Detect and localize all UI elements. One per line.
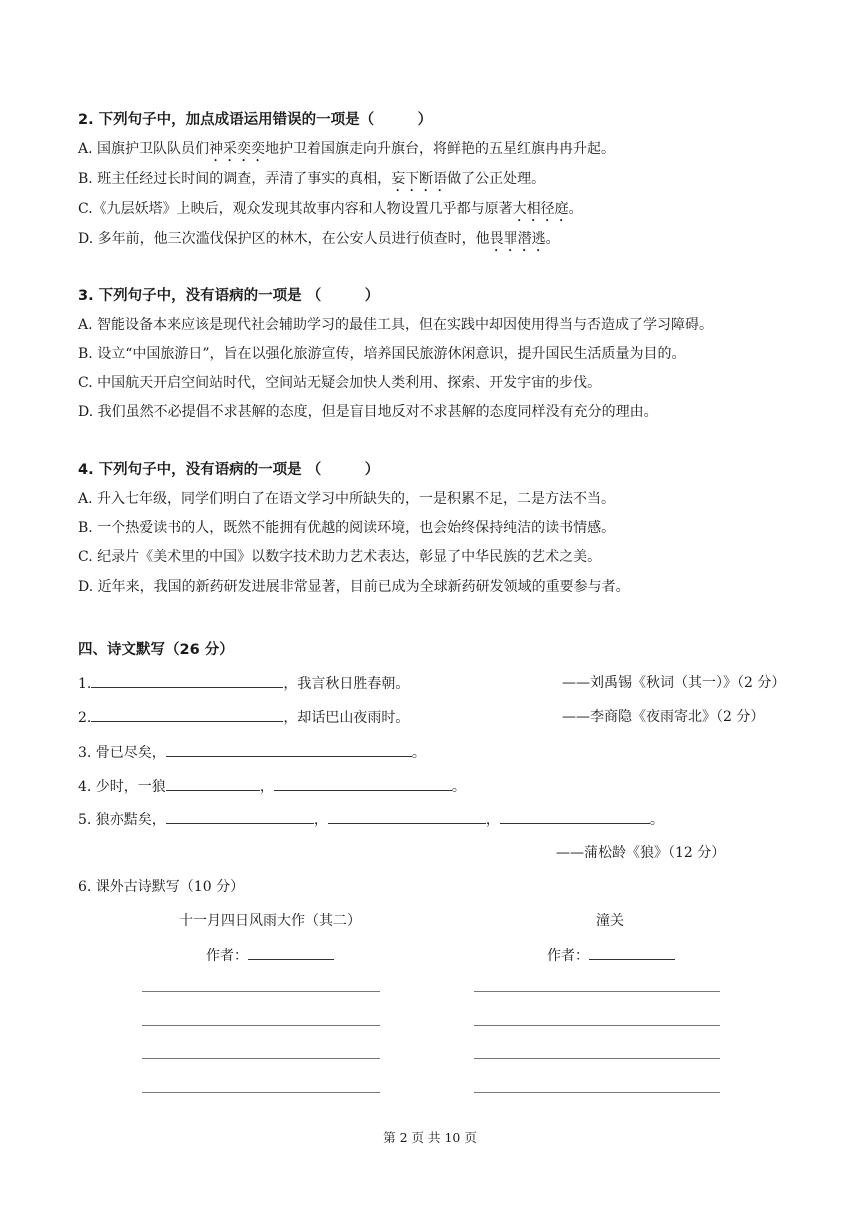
question-4-option-b: B. 一个热爱读书的人，既然不能拥有优越的阅读环境，也会始终保持纯洁的读书情感。	[78, 520, 616, 536]
verse-text: ，我言秋日胜春朝。	[283, 676, 410, 692]
option-text: 。	[568, 201, 583, 217]
poem-2-writing-line[interactable]	[474, 991, 720, 992]
option-text: D. 多年前，他三次滥伐保护区的林木，在公安人员进行侦查时，他	[78, 231, 490, 247]
dictation-line-4	[78, 775, 466, 796]
question-3-option-b: B. 设立“中国旅游日”，旨在以强化旅游宣传，培养国民旅游休闲意识，提升国民生活质量为目的。	[78, 346, 686, 362]
answer-blank[interactable]	[91, 672, 283, 688]
poem-1-writing-line[interactable]	[142, 1025, 380, 1026]
option-text: 。	[545, 231, 560, 247]
question-4-option-a: A. 升入七年级，同学们明白了在语文学习中所缺失的，一是积累不足，二是方法不当。	[78, 491, 616, 507]
poem-2-writing-line[interactable]	[474, 1058, 720, 1059]
poem-2-writing-line[interactable]	[474, 1025, 720, 1026]
item-number: 2.	[78, 710, 92, 726]
poem-1-title: 十一月四日风雨大作（其二）	[179, 913, 361, 929]
dictation-line-5	[78, 808, 664, 829]
answer-blank[interactable]	[166, 775, 260, 791]
page-number-footer: 第 2 页 共 10 页	[383, 1130, 477, 1145]
poem-2-title: 潼关	[596, 913, 624, 929]
section-4-heading: 四、诗文默写（26 分）	[78, 642, 234, 658]
poem-1-author-line	[206, 944, 334, 965]
dotted-idiom: 大相径庭	[512, 201, 569, 217]
poem-1-writing-line[interactable]	[142, 1092, 380, 1093]
poem-1-writing-line[interactable]	[142, 1058, 380, 1059]
verse-text: 。	[411, 745, 426, 761]
question-2-heading: 2. 下列句子中，加点成语运用错误的一项是（ ）	[78, 112, 433, 128]
author-blank[interactable]	[589, 944, 675, 960]
dictation-line-3	[78, 741, 426, 762]
poem-2-author-line	[547, 944, 675, 965]
question-4-heading: 4. 下列句子中，没有语病的一项是 （ ）	[78, 462, 380, 478]
dictation-line-6-heading: 6. 课外古诗默写（10 分）	[78, 879, 245, 895]
author-label: 作者：	[206, 948, 248, 964]
dotted-idiom: 妄下断语	[391, 171, 448, 187]
dotted-idiom: 畏罪潜逃	[489, 231, 546, 247]
question-2-option-d	[78, 228, 560, 255]
author-label: 作者：	[547, 948, 589, 964]
question-2-option-b	[78, 168, 545, 195]
verse-text: 。	[451, 779, 466, 795]
source-attribution-2: ——李商隐《夜雨寄北》（2 分）	[562, 709, 765, 725]
question-4-option-c: C. 纪录片《美术里的中国》以数字技术助力艺术表达，彰显了中华民族的艺术之美。	[78, 549, 602, 565]
question-3-option-d: D. 我们虽然不必提倡不求甚解的态度，但是盲目地反对不求甚解的态度同样没有充分的理由。	[78, 404, 658, 420]
answer-blank[interactable]	[91, 706, 283, 722]
author-blank[interactable]	[248, 944, 334, 960]
question-2-option-c	[78, 198, 583, 225]
question-4-option-d: D. 近年来，我国的新药研发进展非常显著，目前已成为全球新药研发领域的重要参与者。	[78, 579, 630, 595]
option-text: A. 国旗护卫队队员们	[78, 141, 210, 157]
answer-blank[interactable]	[166, 808, 314, 824]
verse-text: ，	[313, 812, 328, 828]
source-attribution-1: ——刘禹锡《秋词（其一）》（2 分）	[562, 675, 786, 691]
answer-blank[interactable]	[274, 775, 452, 791]
question-3-heading: 3. 下列句子中，没有语病的一项是 （ ）	[78, 288, 380, 304]
answer-blank[interactable]	[166, 741, 412, 757]
source-attribution-5: ——蒲松龄《狼》（12 分）	[556, 845, 726, 861]
answer-blank[interactable]	[328, 808, 486, 824]
verse-text: 。	[649, 812, 664, 828]
item-number: 1.	[78, 676, 92, 692]
question-3-option-a: A. 智能设备本来应该是现代社会辅助学习的最佳工具，但在实践中却因使用得当与否造成了学习障碍。	[78, 317, 714, 333]
dictation-line-1	[78, 672, 409, 693]
option-text: C.《九层妖塔》上映后，观众发现其故事内容和人物设置几乎都与原著	[78, 201, 513, 217]
dotted-idiom: 神采奕奕	[209, 141, 266, 157]
poem-1-writing-line[interactable]	[142, 991, 380, 992]
verse-text: 4. 少时，一狼	[78, 779, 166, 795]
poem-2-writing-line[interactable]	[474, 1092, 720, 1093]
question-3-option-c: C. 中国航天开启空间站时代，空间站无疑会加快人类利用、探索、开发宇宙的步伐。	[78, 375, 602, 391]
option-text: B. 班主任经过长时间的调查，弄清了事实的真相，	[78, 171, 392, 187]
verse-text: ，	[485, 812, 500, 828]
option-text: 地护卫着国旗走向升旗台，将鲜艳的五星红旗冉冉升起。	[265, 141, 616, 157]
answer-blank[interactable]	[500, 808, 650, 824]
verse-text: 5. 狼亦黠矣，	[78, 812, 166, 828]
verse-text: 3. 骨已尽矣，	[78, 745, 166, 761]
question-2-option-a	[78, 138, 615, 165]
verse-text: ，	[259, 779, 274, 795]
verse-text: ，却话巴山夜雨时。	[283, 710, 410, 726]
dictation-line-2	[78, 706, 409, 727]
option-text: 做了公正处理。	[447, 171, 546, 187]
